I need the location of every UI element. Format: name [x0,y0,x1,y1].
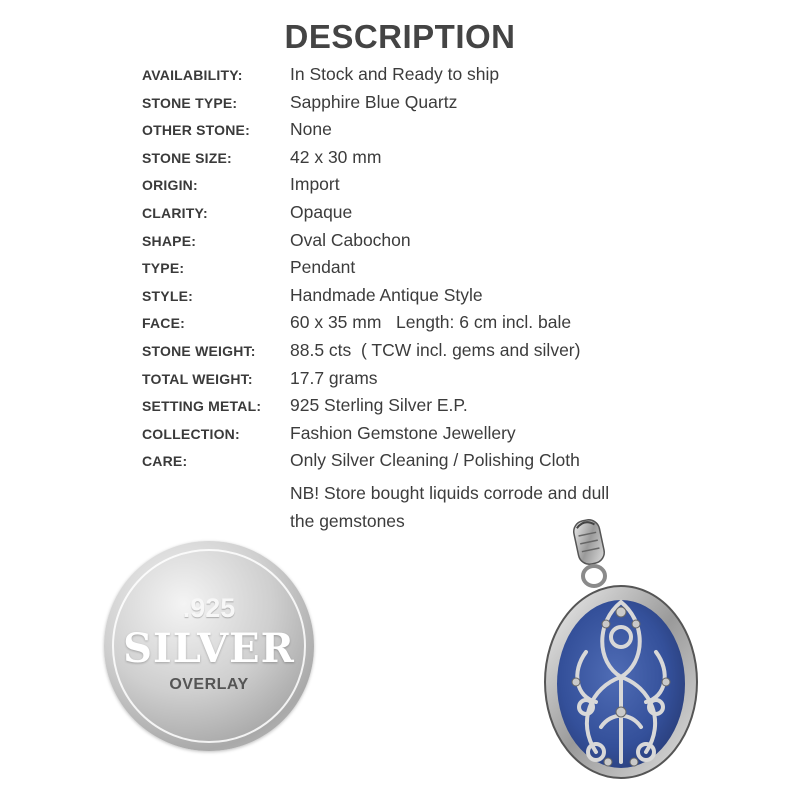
badge-silver-text: SILVER [123,625,295,672]
spec-value: 60 x 35 mm Length: 6 cm incl. bale [290,312,572,333]
spec-label: STYLE: [142,287,193,304]
spec-row-care [142,450,702,478]
spec-row-face [142,312,702,340]
spec-value: Pendant [290,257,356,278]
spec-value: Fashion Gemstone Jewellery [290,422,516,443]
spec-row-stone-size [142,147,702,175]
spec-row-other-stone [142,119,702,147]
care-note-line: the gemstones [290,510,405,531]
spec-label: ORIGIN: [142,177,198,194]
care-note-line: NB! Store bought liquids corrode and dull [290,483,610,503]
badge-purity: .925 [182,593,236,623]
spec-row-type [142,257,702,285]
spec-label: TOTAL WEIGHT: [142,370,253,387]
spec-row-stone-type [142,92,702,120]
spec-row-total-weight [142,368,702,396]
spec-value: 925 Sterling Silver E.P. [290,395,468,416]
spec-label: FACE: [142,315,185,332]
spec-row-stone-weight [142,340,702,368]
spec-table [142,64,702,478]
spec-row-shape [142,230,702,258]
spec-label: OTHER STONE: [142,122,250,139]
spec-label: CLARITY: [142,204,208,221]
spec-label: AVAILABILITY: [142,67,243,83]
spec-row-origin [142,174,702,202]
spec-row-setting-metal [142,395,702,423]
spec-value: Import [290,174,340,195]
spec-value: 42 x 30 mm [290,146,382,167]
spec-label: COLLECTION: [142,425,240,442]
spec-value: 88.5 cts ( TCW incl. gems and silver) [290,339,581,360]
spec-label: CARE: [142,453,188,470]
spec-label: STONE WEIGHT: [142,342,256,359]
spec-value: Oval Cabochon [290,229,411,250]
pendant-product-image [536,512,706,792]
spec-value: Only Silver Cleaning / Polishing Cloth [290,450,580,471]
spec-row-style [142,285,702,313]
spec-value: None [290,119,332,140]
spec-label: STONE SIZE: [142,149,232,166]
spec-label: SHAPE: [142,232,197,249]
spec-value: In Stock and Ready to ship [290,64,500,84]
silver-overlay-badge [104,541,314,751]
spec-value: Handmade Antique Style [290,284,483,305]
spec-value: 17.7 grams [290,367,378,388]
badge-overlay-text: OVERLAY [169,676,249,693]
spec-row-availability [142,64,702,92]
spec-value: Sapphire Blue Quartz [290,91,458,112]
spec-value: Opaque [290,201,353,222]
spec-label: SETTING METAL: [142,398,262,415]
spec-label: TYPE: [142,260,185,277]
spec-label: STONE TYPE: [142,94,238,111]
page-title: DESCRIPTION [284,18,516,55]
pendant-bale [572,518,607,586]
spec-row-clarity [142,202,702,230]
spec-row-collection [142,423,702,451]
